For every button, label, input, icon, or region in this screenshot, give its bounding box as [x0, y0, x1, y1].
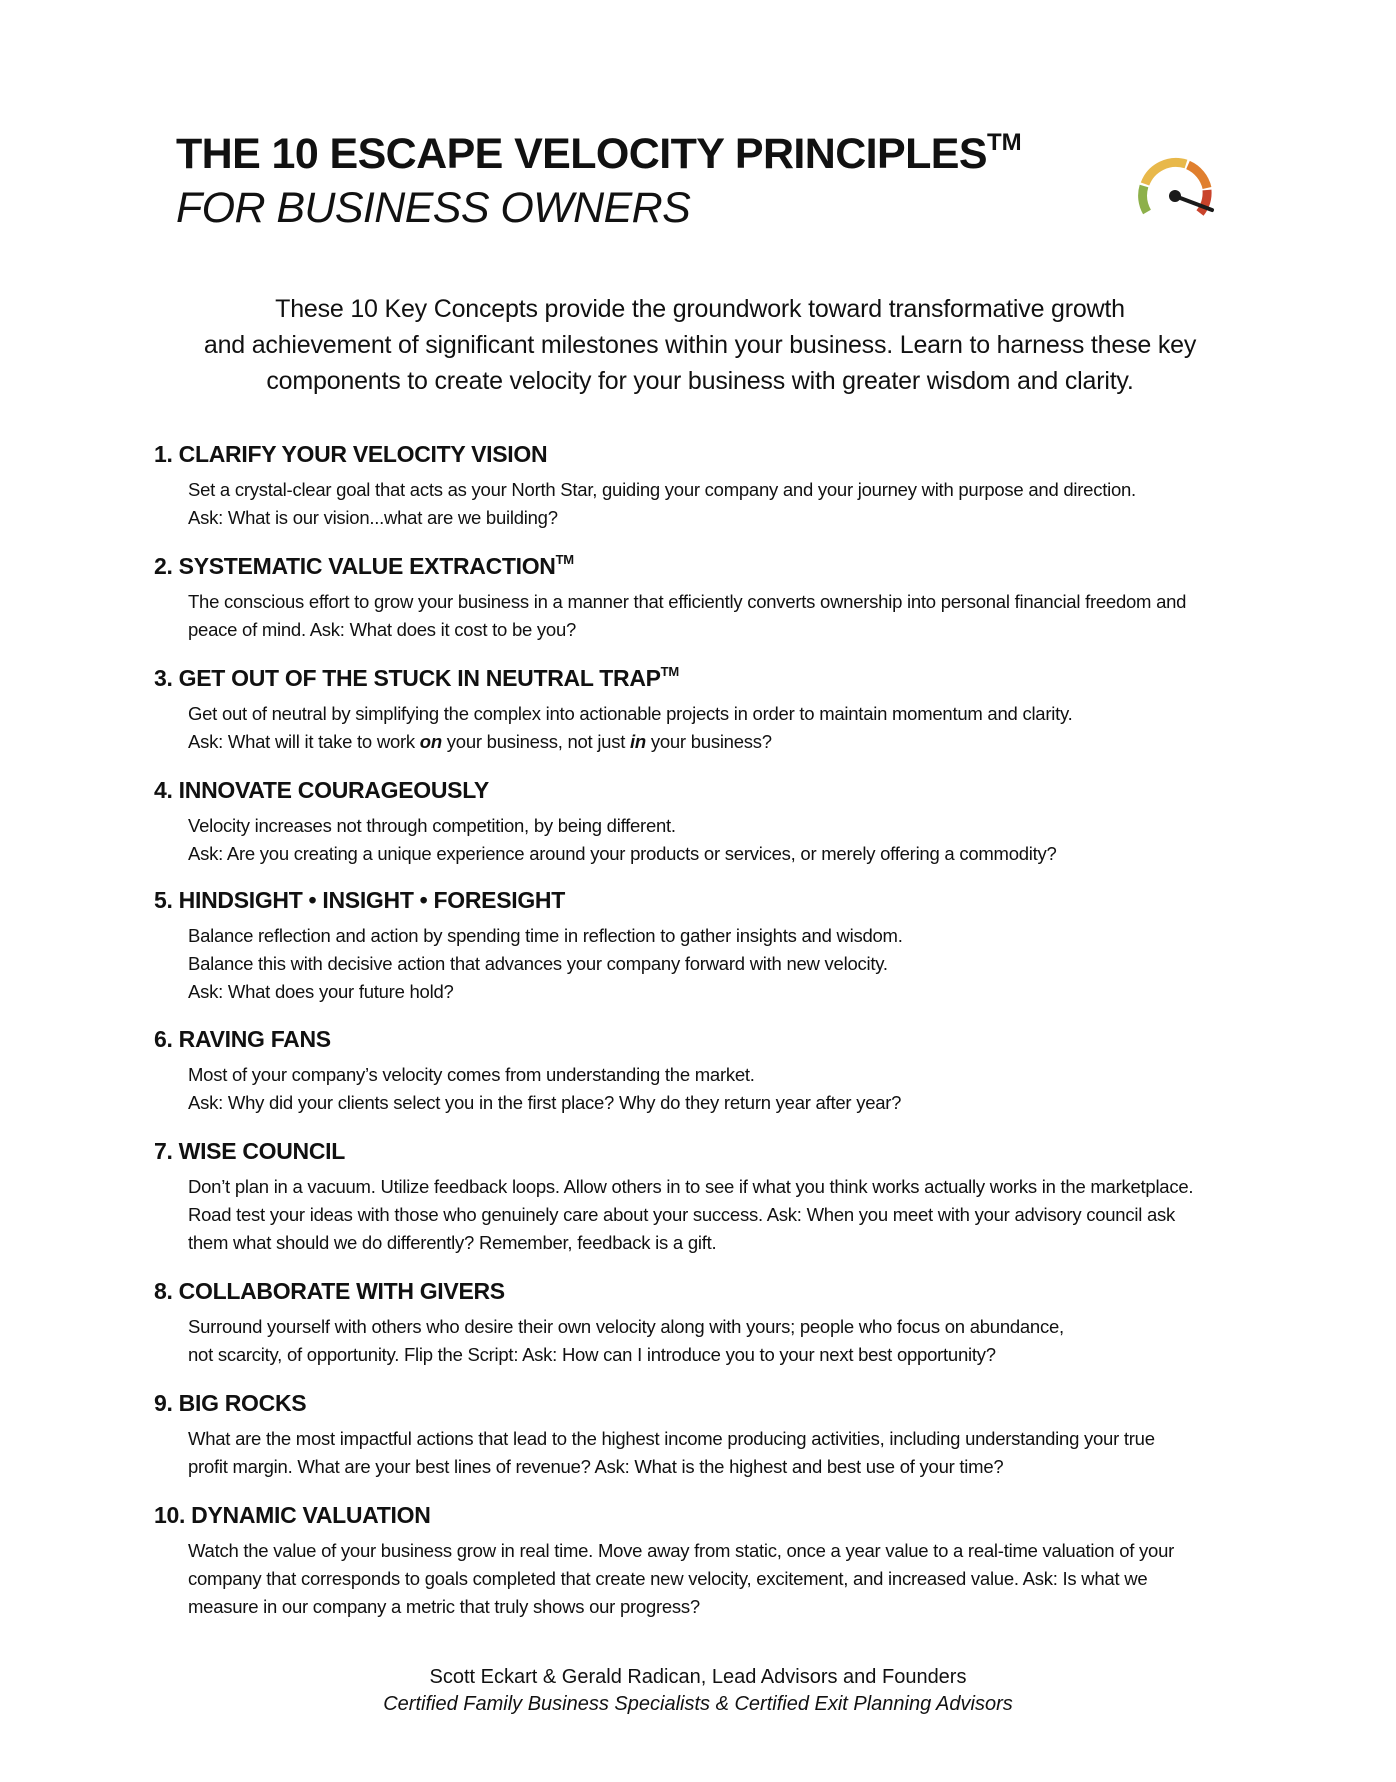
principle-text-line: Set a crystal-clear goal that acts as your North Star, guiding your company and your journey with purpose and direction. — [188, 479, 1136, 500]
principle-text-line: profit margin. What are your best lines of revenue? Ask: What is the highest and best use of your time? — [188, 1456, 1004, 1477]
principle-text-line: Balance this with decisive action that advances your company forward with new velocity. — [188, 953, 888, 974]
principle-text-line: measure in our company a metric that truly shows our progress? — [188, 1596, 700, 1617]
principle-text-line: Surround yourself with others who desire their own velocity along with yours; people who focus on abundance, — [188, 1316, 1064, 1337]
principle-item — [154, 1023, 1264, 1135]
principle-body — [188, 1055, 1264, 1117]
principle-body — [188, 806, 1264, 868]
principle-item — [154, 550, 1264, 662]
principle-text-line: Road test your ideas with those who genuinely care about your success. Ask: When you meet with your advisory council ask — [188, 1204, 1175, 1225]
intro-paragraph — [180, 291, 1220, 399]
principle-item — [154, 662, 1264, 774]
principle-body — [188, 1167, 1264, 1257]
principle-text-line: company that corresponds to goals completed that create new velocity, excitement, and increased value. Ask: Is what we — [188, 1568, 1148, 1589]
trademark-mark: TM — [986, 129, 1022, 156]
document-footer — [200, 1664, 1196, 1718]
principle-heading-text: 3. GET OUT OF THE STUCK IN NEUTRAL TRAP — [154, 665, 661, 691]
principle-text-line: peace of mind. Ask: What does it cost to be you? — [188, 619, 577, 640]
principle-body — [188, 1419, 1264, 1481]
principle-text-line: Ask: What does your future hold? — [188, 981, 454, 1002]
intro-line: and achievement of significant milestones within your business. Learn to harness these key — [203, 331, 1197, 359]
principle-text-line: Balance reflection and action by spending time in reflection to gather insights and wisdom. — [188, 925, 903, 946]
gauge-arc-orange — [1188, 165, 1207, 188]
trademark-mark: TM — [555, 552, 574, 567]
principle-text-line: Get out of neutral by simplifying the complex into actionable projects in order to maintain momentum and clarity. — [188, 703, 1073, 724]
principle-text-line: Ask: What is our vision...what are we building? — [188, 507, 558, 528]
principle-body — [188, 470, 1264, 532]
principle-heading: 4. INNOVATE COURAGEOUSLY — [154, 777, 489, 803]
principle-text-line: Ask: Are you creating a unique experience around your products or services, or merely offering a commodity? — [188, 843, 1057, 864]
trademark-mark: TM — [660, 664, 679, 679]
ask-emphasis: in — [630, 731, 646, 752]
gauge-arc-yellow — [1145, 162, 1186, 184]
ask-text: Ask: What will it take to work — [188, 731, 420, 752]
principle-text-line: Velocity increases not through competition, by being different. — [188, 815, 676, 836]
principle-text-line: Watch the value of your business grow in real time. Move away from static, once a year value to a real-time valuation of your — [188, 1540, 1175, 1561]
principle-body — [188, 1531, 1264, 1621]
principle-item — [154, 774, 1264, 884]
principle-heading: 5. HINDSIGHT • INSIGHT • FORESIGHT — [154, 887, 565, 913]
footer-credentials: Certified Family Business Specialists & Certified Exit Planning Advisors — [383, 1693, 1013, 1715]
principle-heading — [154, 550, 1264, 582]
principle-item — [154, 438, 1264, 550]
page-subtitle: FOR BUSINESS OWNERS — [176, 184, 691, 232]
principle-text-line: them what should we do differently? Remember, feedback is a gift. — [188, 1232, 717, 1253]
principle-heading: 8. COLLABORATE WITH GIVERS — [154, 1278, 505, 1304]
principle-text-line: Don’t plan in a vacuum. Utilize feedback loops. Allow others in to see if what you think works actually works in the marketplace. — [188, 1176, 1194, 1197]
principle-heading: 10. DYNAMIC VALUATION — [154, 1502, 431, 1528]
principles-list — [154, 438, 1264, 1617]
principle-body — [188, 694, 1264, 756]
principle-item — [154, 1135, 1264, 1275]
principle-heading: 6. RAVING FANS — [154, 1026, 331, 1052]
speedometer-gauge-icon — [1130, 150, 1220, 230]
principle-text-line: What are the most impactful actions that lead to the highest income producing activities, including understanding your true — [188, 1428, 1155, 1449]
gauge-hub — [1169, 190, 1181, 202]
principle-item — [154, 884, 1264, 1023]
principle-heading — [154, 662, 1264, 694]
intro-line: These 10 Key Concepts provide the groundwork toward transformative growth — [275, 295, 1125, 323]
page-title — [176, 128, 1176, 180]
principle-text-line: Most of your company’s velocity comes from understanding the market. — [188, 1064, 755, 1085]
ask-text: your business, not just — [441, 731, 631, 752]
principle-item — [154, 1275, 1264, 1387]
principle-heading: 7. WISE COUNCIL — [154, 1138, 346, 1164]
document-header — [176, 128, 1176, 236]
footer-authors: Scott Eckart & Gerald Radican, Lead Advisors and Founders — [429, 1666, 967, 1688]
principle-item — [154, 1499, 1264, 1617]
principle-body — [188, 582, 1264, 644]
ask-emphasis: on — [419, 731, 442, 752]
principle-heading: 1. CLARIFY YOUR VELOCITY VISION — [154, 441, 548, 467]
principle-heading-text: 2. SYSTEMATIC VALUE EXTRACTION — [154, 553, 556, 579]
principle-item — [154, 1387, 1264, 1499]
principle-body — [188, 916, 1264, 1006]
principle-text-line: Ask: Why did your clients select you in the first place? Why do they return year after year? — [188, 1092, 902, 1113]
gauge-arc-green — [1143, 186, 1147, 212]
ask-text: your business? — [645, 731, 772, 752]
principle-ask-line — [188, 728, 1264, 756]
principle-text-line: not scarcity, of opportunity. Flip the Script: Ask: How can I introduce you to your next best opportunity? — [188, 1344, 996, 1365]
principle-heading: 9. BIG ROCKS — [154, 1390, 307, 1416]
page-title-text: THE 10 ESCAPE VELOCITY PRINCIPLES — [176, 130, 987, 178]
principle-text-line: The conscious effort to grow your business in a manner that efficiently converts ownership into personal financial freedom and — [188, 591, 1187, 612]
principle-body — [188, 1307, 1264, 1369]
intro-line: components to create velocity for your business with greater wisdom and clarity. — [266, 367, 1134, 395]
